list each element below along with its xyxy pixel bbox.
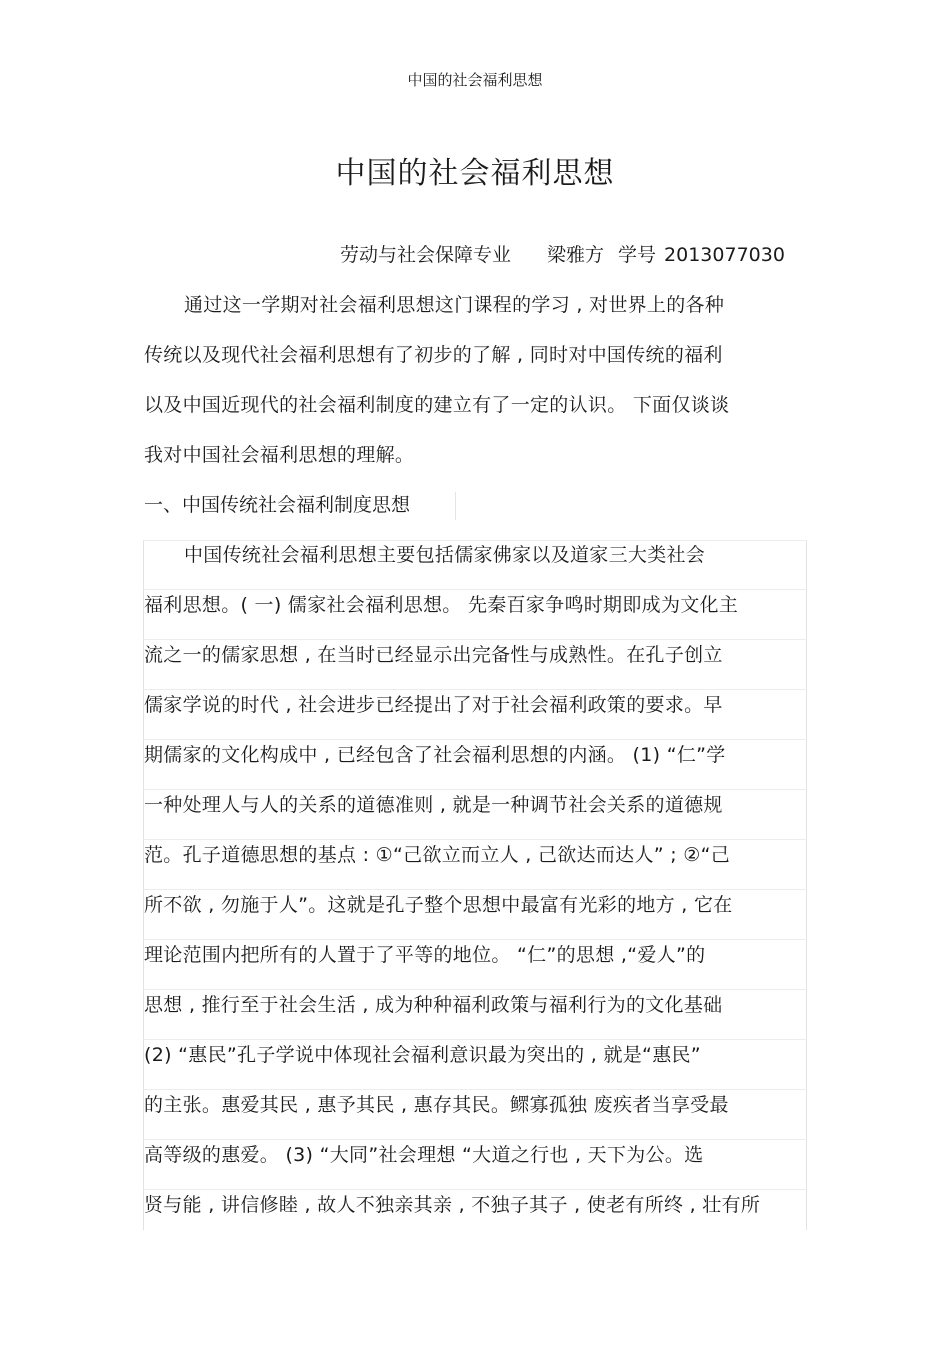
body-line: 理论范围内把所有的人置于了平等的地位。 “仁”的思想 ,“爱人”的	[144, 944, 706, 966]
heading-divider	[455, 492, 456, 520]
body-line: 福利思想。( 一) 儒家社会福利思想。 先秦百家争鸣时期即成为文化主	[144, 594, 739, 616]
student-id-value: 2013077030	[664, 244, 785, 266]
body-line: 范。孔子道德思想的基点 : ①“己欲立而立人 , 己欲达而达人” ; ②“己	[144, 844, 731, 866]
author-major: 劳动与社会保障专业	[340, 244, 512, 266]
body-line: 流之一的儒家思想 , 在当时已经显示出完备性与成熟性。在孔子创立	[144, 644, 723, 666]
body-line: 所不欲 , 勿施于人”。这就是孔子整个思想中最富有光彩的地方 , 它在	[144, 894, 733, 916]
body-line: 一种处理人与人的关系的道德准则 , 就是一种调节社会关系的道德规	[144, 794, 723, 816]
author-line	[340, 240, 785, 270]
student-id-label: 学号	[618, 244, 657, 266]
body-line: 贤与能 , 讲信修睦 , 故人不独亲其亲 , 不独子其子 , 使老有所终 , 壮有所	[144, 1194, 761, 1216]
section-heading: 一、中国传统社会福利制度思想	[144, 494, 411, 516]
body-line: (2) “惠民”孔子学说中体现社会福利意识最为突出的 , 就是“惠民”	[144, 1044, 701, 1066]
body-line: 思想 , 推行至于社会生活 , 成为种种福利政策与福利行为的文化基础	[144, 994, 723, 1016]
intro-line: 传统以及现代社会福利思想有了初步的了解 , 同时对中国传统的福利	[144, 344, 723, 366]
document-title: 中国的社会福利思想	[335, 156, 615, 191]
intro-line: 通过这一学期对社会福利思想这门课程的学习 , 对世界上的各种	[184, 294, 725, 316]
body-line: 期儒家的文化构成中 , 已经包含了社会福利思想的内涵。 (1) “仁”学	[144, 744, 726, 766]
body-line: 儒家学说的时代 , 社会进步已经提出了对于社会福利政策的要求。早	[144, 694, 723, 716]
body-line: 高等级的惠爱。 (3) “大同”社会理想 “大道之行也 , 天下为公。选	[144, 1144, 704, 1166]
body-line: 中国传统社会福利思想主要包括儒家佛家以及道家三大类社会	[184, 544, 706, 566]
running-header: 中国的社会福利思想	[407, 71, 543, 89]
intro-line: 以及中国近现代的社会福利制度的建立有了一定的认识。 下面仅谈谈	[144, 394, 730, 416]
body-line: 的主张。惠爱其民 , 惠予其民 , 惠存其民。鳏寡孤独 废疾者当享受最	[144, 1094, 729, 1116]
author-name: 梁雅方	[547, 244, 605, 266]
intro-line: 我对中国社会福利思想的理解。	[144, 444, 415, 466]
